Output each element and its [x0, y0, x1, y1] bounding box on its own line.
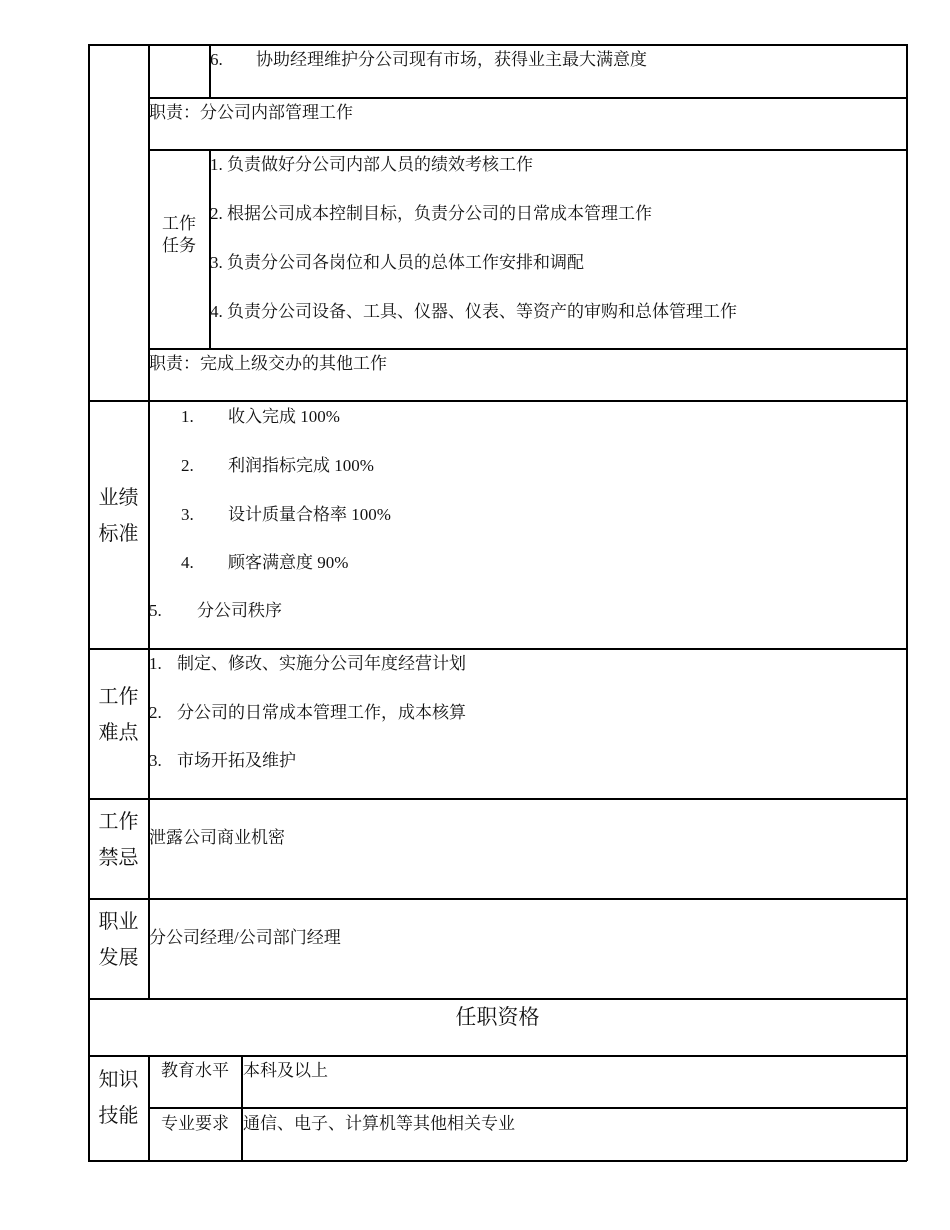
- table-border-top: [88, 44, 907, 46]
- difficulty-label: 工作 难点: [98, 686, 139, 744]
- education-label: 教育水平: [161, 1061, 229, 1080]
- education-value: 本科及以上: [243, 1061, 328, 1080]
- knowledge-skills-label: 知识 技能: [98, 1069, 139, 1127]
- task-item: 1. 负责做好分公司内部人员的绩效考核工作: [210, 155, 533, 174]
- major-value: 通信、电子、计算机等其他相关专业: [243, 1114, 515, 1133]
- career-text: 分公司经理/公司部门经理: [149, 928, 341, 947]
- duty-item-6-number: 6.: [210, 50, 223, 69]
- duty-internal-management: 职责：分公司内部管理工作: [149, 103, 353, 122]
- taboo-text: 泄露公司商业机密: [149, 828, 285, 847]
- difficulty-item: 2. 分公司的日常成本管理工作，成本核算: [149, 703, 466, 722]
- performance-item: 5. 分公司秩序: [149, 601, 282, 620]
- performance-item: 3. 设计质量合格率 100%: [181, 505, 391, 524]
- difficulty-item: 3. 市场开拓及维护: [149, 751, 296, 770]
- row-divider: [148, 97, 907, 99]
- row-divider: [88, 998, 907, 1000]
- duty-item-6: [210, 49, 647, 71]
- label-column-divider: [148, 44, 150, 999]
- row-divider: [88, 898, 907, 900]
- task-item: 4. 负责分公司设备、工具、仪器、仪表、等资产的审购和总体管理工作: [210, 302, 737, 321]
- career-label: 职业 发展: [98, 911, 139, 969]
- performance-label: 业绩 标准: [98, 487, 139, 545]
- performance-item: 2. 利润指标完成 100%: [181, 456, 374, 475]
- qualification-title: 任职资格: [455, 1005, 540, 1029]
- task-item: 2. 根据公司成本控制目标，负责分公司的日常成本管理工作: [210, 204, 652, 223]
- performance-item: 1. 收入完成 100%: [181, 407, 340, 426]
- duty-item-6-text: 协助经理维护分公司现有市场，获得业主最大满意度: [256, 50, 647, 69]
- table-border-right: [906, 44, 908, 1161]
- row-divider: [148, 348, 907, 350]
- row-divider: [88, 1055, 907, 1057]
- difficulty-item: 1. 制定、修改、实施分公司年度经营计划: [149, 654, 466, 673]
- row-divider: [148, 149, 907, 151]
- row-divider: [148, 1107, 907, 1109]
- duty-other-tasks: 职责：完成上级交办的其他工作: [149, 354, 387, 373]
- row-divider: [88, 400, 907, 402]
- taboo-label: 工作 禁忌: [98, 811, 139, 869]
- table-border-left: [88, 44, 90, 1161]
- row-divider: [88, 648, 907, 650]
- task-item: 3. 负责分公司各岗位和人员的总体工作安排和调配: [210, 253, 584, 272]
- row-divider: [88, 798, 907, 800]
- table-border-bottom: [88, 1160, 907, 1162]
- performance-item: 4. 顾客满意度 90%: [181, 553, 349, 572]
- major-label: 专业要求: [161, 1114, 229, 1133]
- tasks-label: 工作 任务: [162, 214, 196, 255]
